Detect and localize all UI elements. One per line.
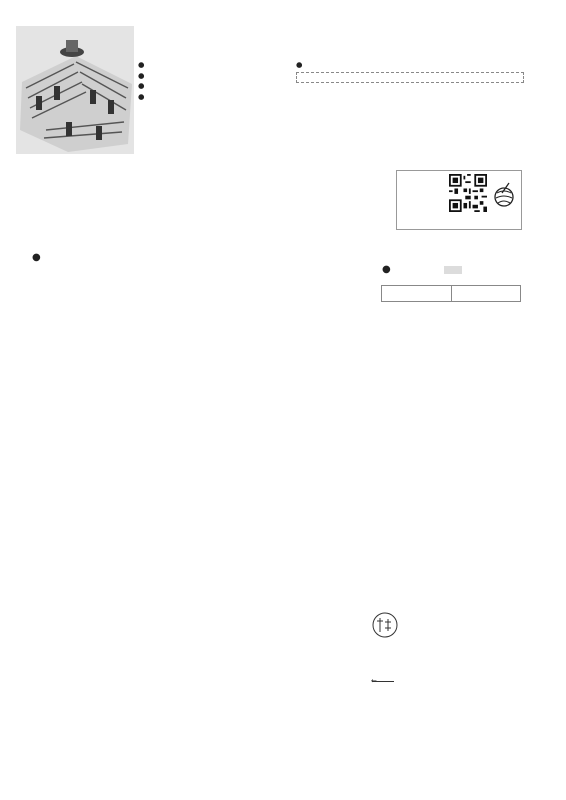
color-table — [381, 285, 521, 302]
instructions-heading — [296, 60, 524, 71]
needle-heading — [138, 71, 288, 82]
color-chart-title — [382, 264, 391, 275]
crochet-chart-diagram — [20, 264, 360, 714]
size-heading — [138, 81, 288, 92]
table-header-color — [451, 286, 521, 302]
arrow-line — [372, 681, 394, 682]
table-header-rows — [382, 286, 452, 302]
bullet-icon: ● — [32, 252, 41, 263]
arrow-left-icon: ← — [371, 677, 377, 685]
instructions-section — [296, 60, 524, 86]
blanket-photo — [16, 26, 134, 154]
yarn-heading — [138, 60, 288, 71]
qr-code-icon[interactable] — [449, 174, 487, 212]
crochet-chart — [20, 264, 360, 714]
instructions-box — [296, 72, 524, 83]
qr-panel[interactable] — [396, 170, 522, 230]
bullet-icon: ● — [382, 264, 391, 275]
cut-color-swatch — [444, 266, 462, 274]
motif-size-heading — [138, 92, 288, 103]
yarn-ball-icon — [491, 179, 517, 209]
stitch-detail-icon — [372, 612, 398, 638]
materials-section — [138, 60, 288, 102]
motif-title — [32, 252, 45, 263]
continue-legend — [372, 677, 492, 687]
